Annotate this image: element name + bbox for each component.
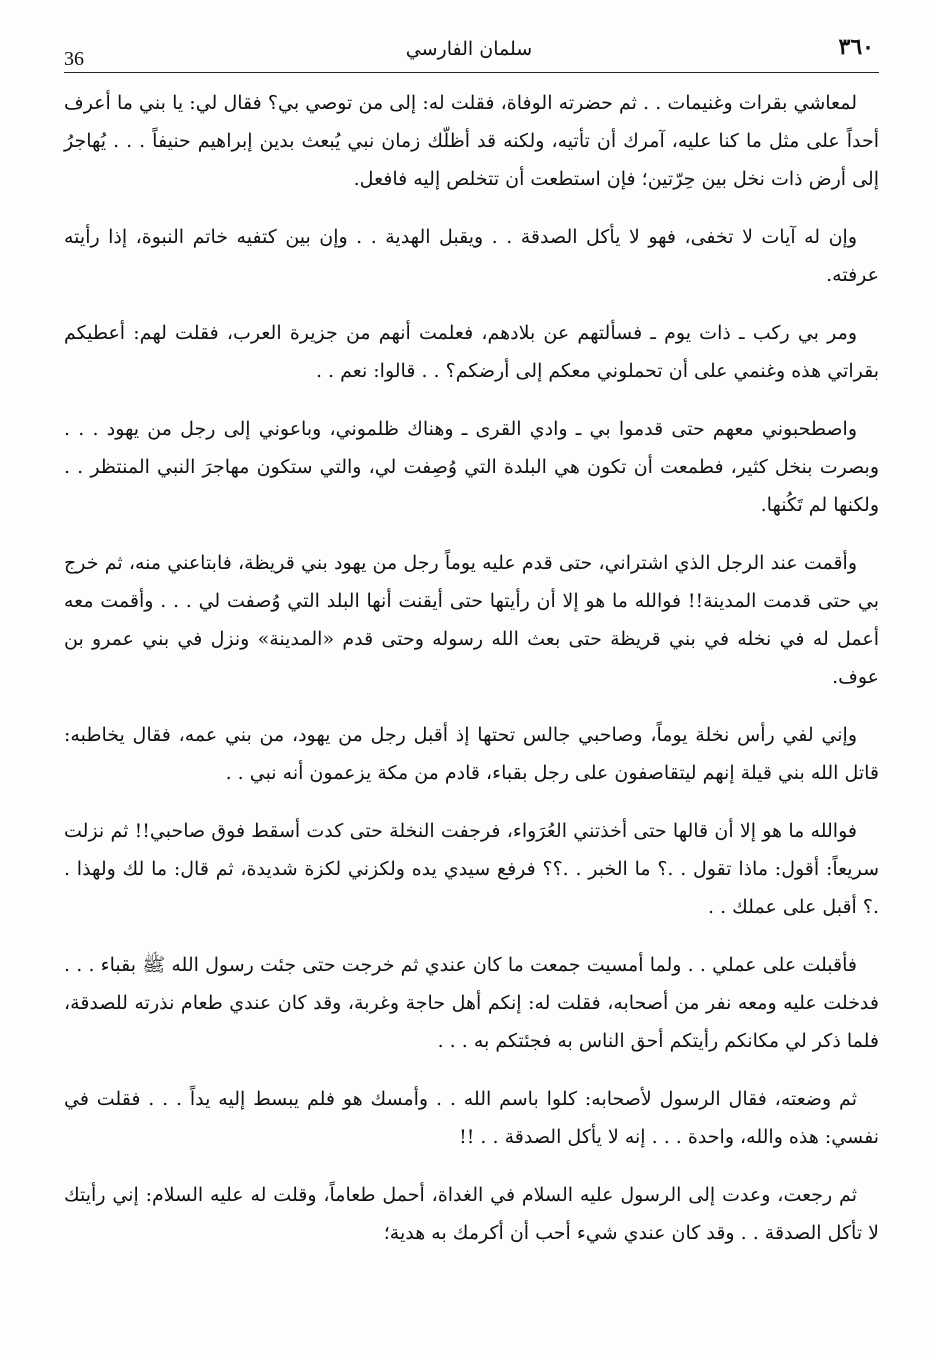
paragraph: فأقبلت على عملي . . ولما أمسيت جمعت ما كان عندي ثم خرجت حتى جئت رسول الله ﷺ بقباء . . . فدخلت عليه ومعه نفر من أصحابه، فقلت له: إنكم أهل حاجة وغربة، وقد كان عندي طعام نذرته للصدقة، فلما ذكر لي مكانكم رأيتكم أحق الناس به فجئتكم به . . .	[64, 954, 879, 1052]
header-divider	[64, 72, 879, 73]
paragraph: وأقمت عند الرجل الذي اشتراني، حتى قدم عليه يوماً رجل من يهود بني قريظة، فابتاعني منه، ثم خرج بي حتى قدمت المدينة!! فوالله ما هو إلا أن رأيتها حتى أيقنت أنها البلد التي وُصفت لي . . . وأقمت معه أعمل له في نخله في بني قريظة حتى بعث الله رسوله وحتى قدم «المدينة» ونزل في بني عمرو بن عوف.	[64, 552, 879, 688]
paragraph: ثم وضعته، فقال الرسول لأصحابه: كلوا باسم الله . . وأمسك هو فلم يبسط إليه يداً . . . فقلت في نفسي: هذه والله، واحدة . . . إنه لا يأكل الصدقة . . !!	[64, 1088, 879, 1148]
page-body	[64, 84, 879, 1272]
page-header	[64, 30, 874, 70]
paragraph: وإني لفي رأس نخلة يوماً، وصاحبي جالس تحتها إذ أقبل رجل من يهود، من بني عمه، فقال يخاطبه: قاتل الله بني قيلة إنهم ليتقاصفون على رجل بقباء، قادم من مكة يزعمون أنه نبي . .	[64, 724, 879, 784]
paragraph: وإن له آيات لا تخفى، فهو لا يأكل الصدقة . . ويقبل الهدية . . وإن بين كتفيه خاتم النبوة، إذا رأيته عرفته.	[64, 226, 879, 286]
paragraph: لمعاشي بقرات وغنيمات . . ثم حضرته الوفاة، فقلت له: إلى من توصي بي؟ فقال لي: يا بني ما أعرف أحداً على مثل ما كنا عليه، آمرك أن تأتيه، ولكنه قد أظلّك زمان نبي يُبعث بدين إبراهيم حنيفاً . . . يُهاجرُ إلى أرض ذات نخل بين حِرّتين؛ فإن استطعت أن تتخلص إليه فافعل.	[64, 92, 879, 190]
page-number-arabic: ٣٦٠	[838, 34, 874, 60]
running-title: سلمان الفارسي	[405, 38, 533, 60]
paragraph: ومر بي ركب ـ ذات يوم ـ فسألتهم عن بلادهم، فعلمت أنهم من جزيرة العرب، فقلت لهم: أعطيكم بقراتي هذه وغنمي على أن تحملوني معكم إلى أرضكم؟ . . قالوا: نعم . .	[64, 322, 879, 382]
paragraph: ثم رجعت، وعدت إلى الرسول عليه السلام في الغداة، أحمل طعاماً، وقلت له عليه السلام: إني رأيتك لا تأكل الصدقة . . وقد كان عندي شيء أحب أن أكرمك به هدية؛	[64, 1184, 879, 1244]
paragraph: واصطحبوني معهم حتى قدموا بي ـ وادي القرى ـ وهناك ظلموني، وباعوني إلى رجل من يهود . . . وبصرت بنخل كثير، فطمعت أن تكون هي البلدة التي وُصِفت لي، والتي ستكون مهاجرَ النبي المنتظر . . ولكنها لم تَكُنها.	[64, 418, 879, 516]
paragraph: فوالله ما هو إلا أن قالها حتى أخذتني العُرَواء، فرجفت النخلة حتى كدت أسقط فوق صاحبي!! ثم نزلت سريعاً: أقول: ماذا تقول . .؟ ما الخبر . .؟؟ فرفع سيدي يده ولكزني لكزة شديدة، ثم قال: ما لك ولهذا . .؟ أقبل على عملك . .	[64, 820, 879, 918]
page-number-latin: 36	[64, 48, 84, 70]
